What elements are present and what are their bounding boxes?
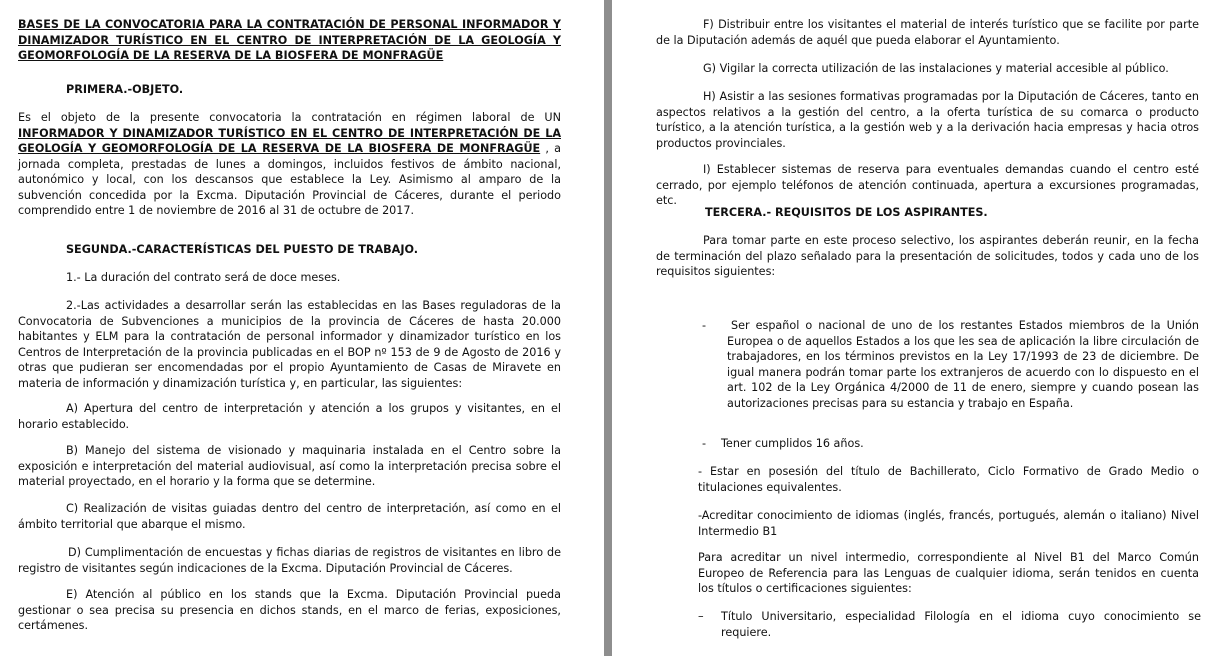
certification-item-1: Título Universitario, especialidad Filología en el idioma cuyo conocimiento se requiere. xyxy=(721,610,1201,639)
section-heading-tercera: TERCERA.- REQUISITOS DE LOS ASPIRANTES. xyxy=(705,206,988,219)
section-heading-segunda: SEGUNDA.-CARACTERÍSTICAS DEL PUESTO DE TRABAJO. xyxy=(66,243,419,256)
activity-item-i: I) Establecer sistemas de reserva para eventuales demandas cuando el centro esté cerrado, por ejemplo teléfonos de atención continuada, apertura a excursiones programadas, etc. xyxy=(656,163,1199,207)
segunda-paragraph-2: 2.-Las actividades a desarrollar serán las establecidas en las Bases reguladoras de la Convocatoria de Subvenciones a municipios de la provincia de Cáceres de hasta 20.000 habitantes y ELM para la contratación de personal informador y dinamizador turístico en los Centros de Interpretación de la provincia publicadas en el BOP nº 153 de 9 de Agosto de 2016 y otras que pudieran ser encomendadas por el propio Ayuntamiento de Casas de Miravete en materia de información y dinamización turística y, en particular, las siguientes: xyxy=(18,299,561,390)
tercera-intro: Para tomar parte en este proceso selectivo, los aspirantes deberán reunir, en la fecha de terminación del plazo señalado para la presentación de solicitudes, todos y cada uno de los requisitos siguientes: xyxy=(656,234,1199,278)
section-primera-rest: , a jornada completa, prestadas de lunes a domingos, incluidos festivos de ámbito nacional, autonómico y local, con los descansos que establece la Ley. Asimismo al amparo de la subvención concedida por la Excma. Diputación Provincial de Cáceres, durante el periodo comprendido entre 1 de noviembre de 2016 al 31 de octubre de 2017. xyxy=(18,142,561,217)
activity-item-f: F) Distribuir entre los visitantes el material de interés turístico que se facilite por parte de la Diputación además de aquél que pueda elaborar el Ayuntamiento. xyxy=(656,18,1199,47)
activity-item-c: C) Realización de visitas guiadas dentro del centro de interpretación, así como en el ámbito territorial que abarque el mismo. xyxy=(18,502,561,531)
requirement-b1-note: Para acreditar un nivel intermedio, correspondiente al Nivel B1 del Marco Común Europeo de Referencia para las Lenguas de cualquier idioma, serán tenidos en cuenta los títulos o certificaciones siguientes: xyxy=(698,551,1199,595)
activity-item-g: G) Vigilar la correcta utilización de las instalaciones y material accesible al público. xyxy=(703,62,1169,75)
section-heading-primera: PRIMERA.-OBJETO. xyxy=(66,83,184,96)
activity-item-a: A) Apertura del centro de interpretación y atención a los grupos y visitantes, en el horario establecido. xyxy=(18,402,561,431)
requirement-nationality: Ser español o nacional de uno de los restantes Estados miembros de la Unión Europea o de aquellos Estados a los que les sea de aplicación la libre circulación de trabajadores, en los términos previstos en la Ley 17/1993 de 23 de diciembre. De igual manera podrán tomar parte los extranjeros de acuerdo con lo dispuesto en el art. 102 de la Ley Orgánica 4/2000 de 11 de enero, siempre y cuando posean las autorizaciones precisas para su estancia y trabajo en España. xyxy=(727,319,1199,410)
requirement-bullet-2: - xyxy=(702,437,707,450)
document-page-right xyxy=(612,0,1227,656)
segunda-paragraph-1: 1.- La duración del contrato será de doce meses. xyxy=(66,271,341,284)
section-primera-body xyxy=(18,110,561,219)
certification-dash: – xyxy=(698,610,704,623)
section-primera-intro: Es el objeto de la presente convocatoria la contratación en régimen laboral de UN xyxy=(18,111,561,124)
page-gutter xyxy=(604,0,612,656)
activity-item-e: E) Atención al público en los stands que la Excma. Diputación Provincial pueda gestionar o sea precisa su presencia en dichos stands, en el marco de ferias, exposiciones, certámenes. xyxy=(18,588,561,632)
requirement-languages: -Acreditar conocimiento de idiomas (inglés, francés, portugués, alemán o italiano) Nivel Intermedio B1 xyxy=(698,509,1199,538)
document-page-left xyxy=(0,0,604,656)
activity-item-b: B) Manejo del sistema de visionado y maquinaria instalada en el Centro sobre la exposición e interpretación del material audiovisual, así como la interpretación precisa sobre el material proyectado, en el horario y la forma que se determine. xyxy=(18,444,561,488)
section-primera-bold: INFORMADOR Y DINAMIZADOR TURÍSTICO EN EL CENTRO DE INTERPRETACIÓN DE LA GEOLOGÍA Y GEOMORFOLOGÍA DE LA RESERVA DE LA BIOSFERA DE MONFRAGÜE xyxy=(18,126,561,155)
requirement-age: Tener cumplidos 16 años. xyxy=(721,437,864,450)
activity-item-h: H) Asistir a las sesiones formativas programadas por la Diputación de Cáceres, tanto en aspectos relativos a la gestión del centro, a la oferta turística de su comarca o producto turístico, a la atención turística, a la gestión web y a la derivación hacia empresas y hacia otros productos provinciales. xyxy=(656,90,1199,150)
requirement-education: - Estar en posesión del título de Bachillerato, Ciclo Formativo de Grado Medio o titulaciones equivalentes. xyxy=(698,465,1199,494)
requirement-bullet-1: - xyxy=(702,319,707,332)
document-title: BASES DE LA CONVOCATORIA PARA LA CONTRATACIÓN DE PERSONAL INFORMADOR Y DINAMIZADOR TURÍSTICO EN EL CENTRO DE INTERPRETACIÓN DE LA GEOLOGÍA Y GEOMORFOLOGÍA DE LA RESERVA DE LA BIOSFERA DE MONFRAGÜE xyxy=(18,18,561,62)
activity-item-d: D) Cumplimentación de encuestas y fichas diarias de registros de visitantes en libro de registro de visitantes según indicaciones de la Excma. Diputación Provincial de Cáceres. xyxy=(18,546,561,575)
